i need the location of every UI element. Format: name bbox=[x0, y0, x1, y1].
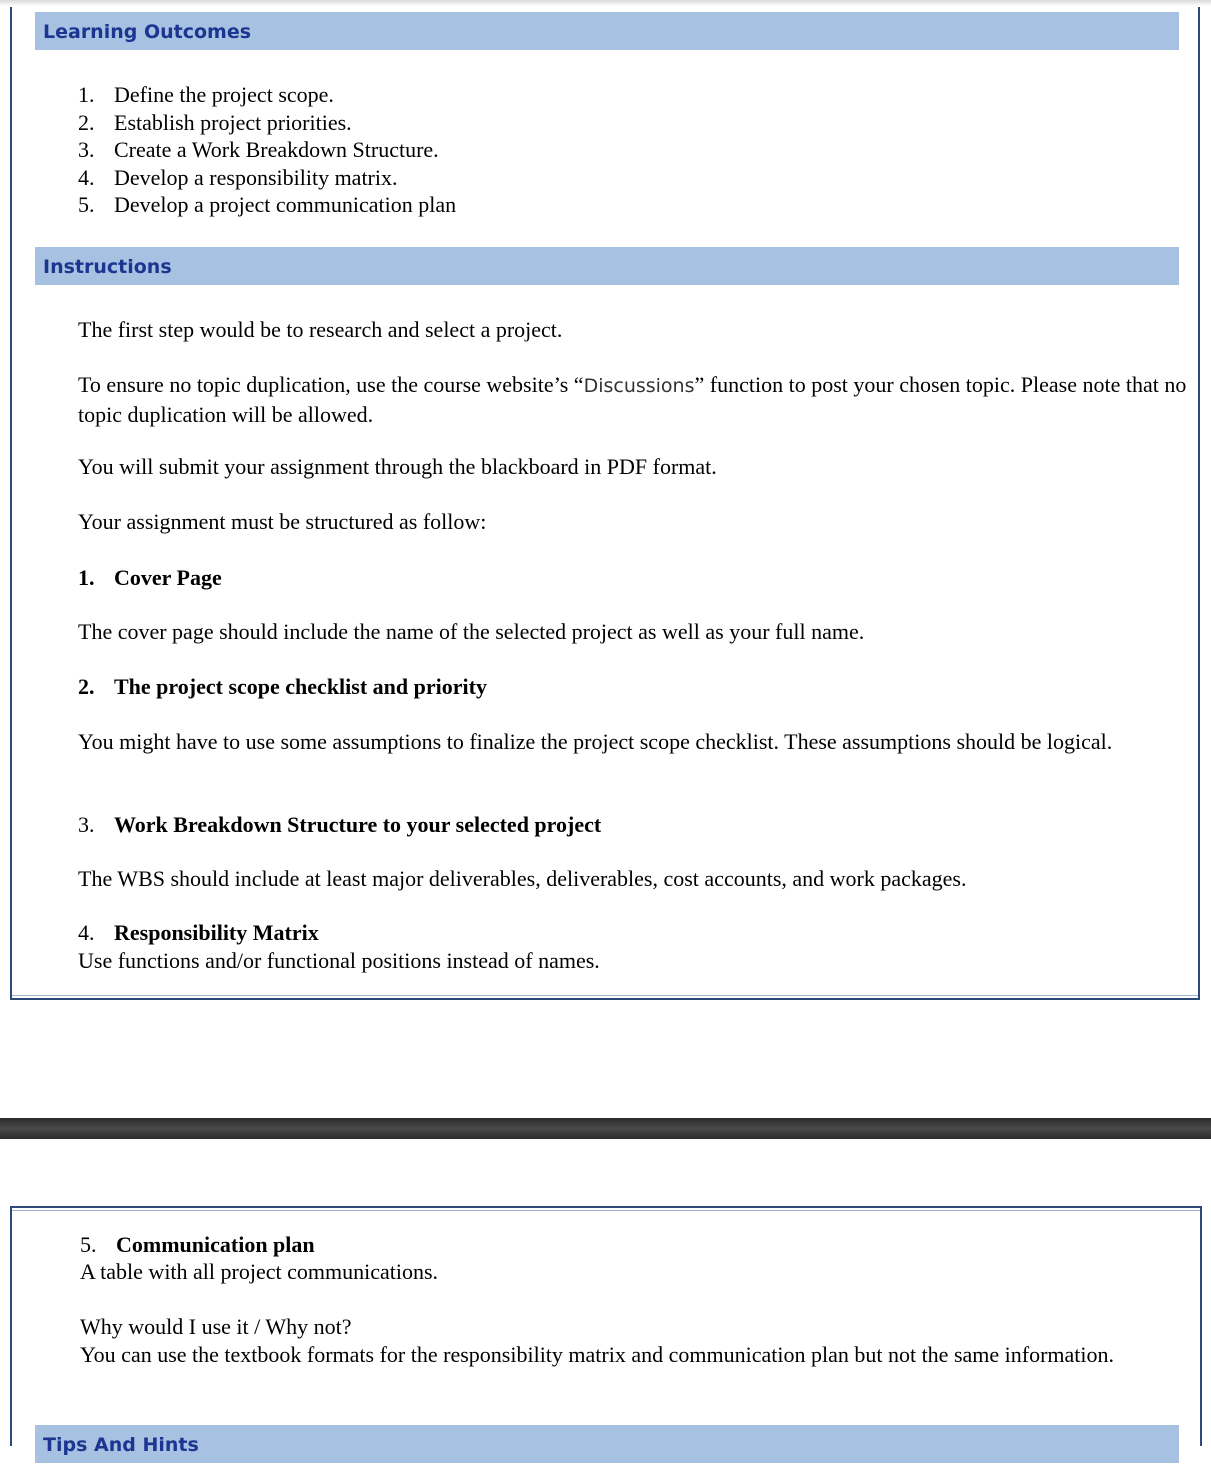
section-text: The WBS should include at least major deliverables, deliverables, cost accounts, and work packages. bbox=[78, 866, 967, 891]
section-text: You might have to use some assumptions to finalize the project scope checklist. These assumptions should be logical. bbox=[78, 729, 1113, 754]
section-text: The cover page should include the name of the selected project as well as your full name. bbox=[78, 619, 865, 644]
note-text: You can use the textbook formats for the responsibility matrix and communication plan but not the same information. bbox=[80, 1342, 1115, 1367]
instructions-header: Instructions bbox=[35, 247, 1179, 285]
tips-header: Tips And Hints bbox=[35, 1425, 1179, 1463]
instructions-paragraph: To ensure no topic duplication, use the course website’s “Discussions” function to post your chosen topic. Please note that no topic duplication will be allowed. bbox=[78, 372, 1187, 427]
section-heading-wbs: 3. Work Breakdown Structure to your selected project bbox=[78, 812, 602, 837]
list-item: 2. Establish project priorities. bbox=[78, 109, 352, 135]
learning-outcomes-list bbox=[78, 81, 456, 219]
section-text: Use functions and/or functional positions instead of names. bbox=[78, 948, 600, 973]
section-heading-scope-checklist: 2. The project scope checklist and priority bbox=[78, 674, 487, 699]
section-heading-responsibility-matrix: 4. Responsibility Matrix bbox=[78, 920, 319, 945]
list-item: 4. Develop a responsibility matrix. bbox=[78, 164, 398, 190]
list-item: 1. Define the project scope. bbox=[78, 82, 334, 107]
section-heading-communication-plan: 5. Communication plan bbox=[80, 1232, 315, 1257]
page-break-divider bbox=[0, 1118, 1211, 1139]
learning-outcomes-header: Learning Outcomes bbox=[35, 12, 1179, 50]
list-item: 5. Develop a project communication plan bbox=[78, 192, 457, 217]
question-text: Why would I use it / Why not? bbox=[80, 1314, 352, 1339]
discussions-term: Discussions bbox=[583, 375, 695, 397]
section-heading-cover-page: 1. Cover Page bbox=[78, 565, 222, 590]
section-text: A table with all project communications. bbox=[80, 1259, 439, 1284]
list-item: 3. Create a Work Breakdown Structure. bbox=[78, 137, 439, 162]
instructions-paragraph: You will submit your assignment through the blackboard in PDF format. bbox=[78, 454, 717, 479]
instructions-paragraph: Your assignment must be structured as follow: bbox=[78, 509, 487, 534]
instructions-paragraph: The first step would be to research and select a project. bbox=[78, 317, 563, 342]
top-edge bbox=[0, 0, 1211, 6]
